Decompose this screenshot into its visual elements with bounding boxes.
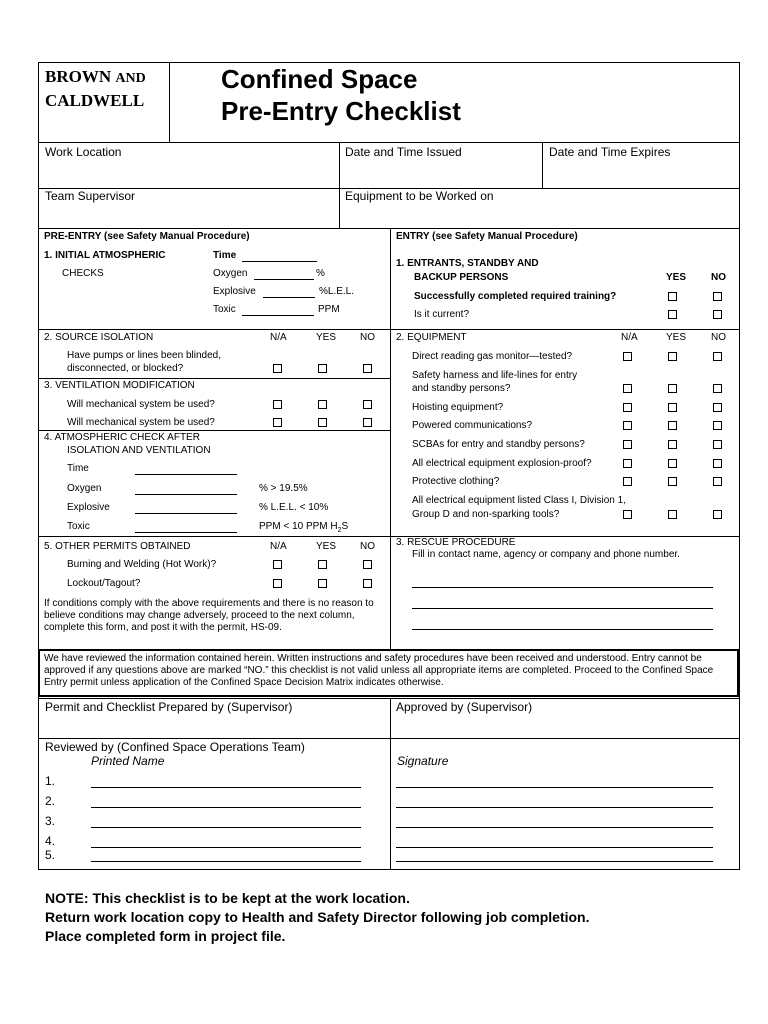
- eq-col-na: N/A: [621, 332, 638, 343]
- checkbox-eq8-yes[interactable]: [668, 510, 677, 519]
- s4-toxic-req-end: S: [341, 521, 349, 532]
- checkbox-s5q1-na[interactable]: [273, 560, 282, 569]
- entry-title: ENTRY (see Safety Manual Procedure): [396, 231, 578, 242]
- s5-col-no: NO: [360, 541, 375, 552]
- ventilation-title: 3. VENTILATION MODIFICATION: [44, 380, 195, 391]
- oxygen-label: Oxygen: [213, 268, 248, 279]
- rescue-line-2[interactable]: [412, 608, 713, 609]
- checkbox-eq8-no[interactable]: [713, 510, 722, 519]
- eq-question-7: Protective clothing?: [412, 476, 500, 487]
- col-no: NO: [360, 332, 375, 343]
- eq-col-no: NO: [711, 332, 726, 343]
- checkbox-eq2-na[interactable]: [623, 384, 632, 393]
- checkbox-s2-no[interactable]: [363, 364, 372, 373]
- checkbox-eq3-yes[interactable]: [668, 403, 677, 412]
- eq-question-8-line2: Group D and non-sparking tools?: [412, 509, 560, 520]
- checkbox-eq7-yes[interactable]: [668, 477, 677, 486]
- checks-label: CHECKS: [62, 268, 104, 279]
- eq-question-5: SCBAs for entry and standby persons?: [412, 439, 585, 450]
- s4-time-label: Time: [67, 463, 89, 474]
- work-location-label: Work Location: [45, 145, 122, 159]
- checkbox-eq8-na[interactable]: [623, 510, 632, 519]
- checkbox-s5q2-na[interactable]: [273, 579, 282, 588]
- rescue-description: Fill in contact name, agency or company and phone number.: [412, 549, 680, 560]
- form-title: [221, 63, 461, 127]
- s4-title-line1: 4. ATMOSPHERIC CHECK AFTER: [44, 432, 200, 443]
- s4-time-field[interactable]: [135, 474, 237, 475]
- footer-notes: [45, 889, 590, 946]
- checkbox-s5q1-no[interactable]: [363, 560, 372, 569]
- signature-label: Signature: [397, 754, 449, 768]
- eq-question-4: Powered communications?: [412, 420, 533, 431]
- checkbox-eq2-yes[interactable]: [668, 384, 677, 393]
- company-logo: [45, 66, 146, 112]
- other-permits-title: 5. OTHER PERMITS OBTAINED: [44, 541, 191, 552]
- checkbox-s5q2-no[interactable]: [363, 579, 372, 588]
- signature-line-2[interactable]: [396, 807, 713, 808]
- checkbox-eq6-na[interactable]: [623, 459, 632, 468]
- checkbox-s3q1-na[interactable]: [273, 400, 282, 409]
- checkbox-s3q2-yes[interactable]: [318, 418, 327, 427]
- rescue-line-1[interactable]: [412, 587, 713, 588]
- signature-line-3[interactable]: [396, 827, 713, 828]
- signature-line-4[interactable]: [396, 847, 713, 848]
- title-line-2: Pre-Entry Checklist: [221, 96, 461, 126]
- checkbox-eq4-yes[interactable]: [668, 421, 677, 430]
- col-na: N/A: [270, 332, 287, 343]
- approved-by-label: Approved by (Supervisor): [396, 700, 533, 714]
- note-line-2: Return work location copy to Health and Safety Director following job completion.: [45, 909, 590, 925]
- s4-toxic-field[interactable]: [135, 532, 237, 533]
- logo-and: AND: [115, 71, 146, 86]
- row-number-1: 1.: [45, 774, 56, 788]
- signature-line-1[interactable]: [396, 787, 713, 788]
- row-number-4: 4.: [45, 834, 56, 848]
- toxic-field[interactable]: [242, 315, 314, 316]
- s3-question-2: Will mechanical system be used?: [67, 417, 215, 428]
- checkbox-eq1-na[interactable]: [623, 352, 632, 361]
- row-number-3: 3.: [45, 814, 56, 828]
- checkbox-training-yes[interactable]: [668, 292, 677, 301]
- eq-question-6: All electrical equipment explosion-proof?: [412, 458, 592, 469]
- checkbox-eq5-yes[interactable]: [668, 440, 677, 449]
- toxic-unit: PPM: [318, 304, 340, 315]
- checkbox-eq4-na[interactable]: [623, 421, 632, 430]
- printed-name-line-4[interactable]: [91, 847, 361, 848]
- printed-name-label: Printed Name: [91, 754, 165, 768]
- rescue-title: 3. RESCUE PROCEDURE: [396, 537, 516, 548]
- s4-toxic-req: [259, 521, 348, 537]
- eq-question-3: Hoisting equipment?: [412, 402, 504, 413]
- explosive-field[interactable]: [263, 297, 315, 298]
- checkbox-current-no[interactable]: [713, 310, 722, 319]
- checkbox-s3q2-no[interactable]: [363, 418, 372, 427]
- printed-name-line-3[interactable]: [91, 827, 361, 828]
- checkbox-s3q1-no[interactable]: [363, 400, 372, 409]
- source-isolation-title: 2. SOURCE ISOLATION: [44, 332, 154, 343]
- current-question: Is it current?: [414, 309, 470, 320]
- eq-col-yes: YES: [666, 332, 687, 343]
- s4-oxygen-label: Oxygen: [67, 483, 102, 494]
- checkbox-eq7-no[interactable]: [713, 477, 722, 486]
- printed-name-line-1[interactable]: [91, 787, 361, 788]
- equipment-title: 2. EQUIPMENT: [396, 332, 467, 343]
- s4-explosive-req: % L.E.L. < 10%: [259, 502, 329, 513]
- col-yes: YES: [316, 332, 337, 343]
- checkbox-eq6-no[interactable]: [713, 459, 722, 468]
- toxic-label: Toxic: [213, 304, 236, 315]
- checkbox-eq5-no[interactable]: [713, 440, 722, 449]
- reviewed-by-label: Reviewed by (Confined Space Operations Team): [45, 740, 305, 754]
- s4-toxic-label: Toxic: [67, 521, 90, 532]
- review-statement: We have reviewed the information contained herein. Written instructions and safety procedures have been received and understood. Entry cannot be approved if any questions above are marked “NO.” this checklist is not valid unless all appropriate items are completed. Proceed to the Confined Space Entry permit unless application of the Confined Space Decision Matrix indicates otherwise.: [44, 653, 714, 688]
- checkbox-eq6-yes[interactable]: [668, 459, 677, 468]
- s4-toxic-req-sub: 2: [337, 527, 342, 534]
- date-expires-label: Date and Time Expires: [549, 145, 671, 159]
- title-line-1: Confined Space: [221, 64, 418, 94]
- oxygen-unit: %: [316, 268, 325, 279]
- initial-atmospheric-title: 1. INITIAL ATMOSPHERIC: [44, 250, 166, 261]
- checkbox-current-yes[interactable]: [668, 310, 677, 319]
- checkbox-eq3-no[interactable]: [713, 403, 722, 412]
- equipment-label: Equipment to be Worked on: [345, 189, 494, 203]
- checkbox-s3q2-na[interactable]: [273, 418, 282, 427]
- s2-question-line1: Have pumps or lines been blinded,: [67, 350, 221, 361]
- s5-col-yes: YES: [316, 541, 337, 552]
- note-line-3: Place completed form in project file.: [45, 928, 286, 944]
- logo-caldwell: CALDWELL: [45, 91, 145, 110]
- checkbox-eq2-no[interactable]: [713, 384, 722, 393]
- checkbox-eq1-yes[interactable]: [668, 352, 677, 361]
- printed-name-line-5[interactable]: [91, 861, 361, 862]
- entry-col-no: NO: [711, 272, 726, 283]
- explosive-unit: %L.E.L.: [319, 286, 355, 297]
- s5-col-na: N/A: [270, 541, 287, 552]
- s4-oxygen-field[interactable]: [135, 494, 237, 495]
- checkbox-s5q1-yes[interactable]: [318, 560, 327, 569]
- row-number-2: 2.: [45, 794, 56, 808]
- checkbox-eq7-na[interactable]: [623, 477, 632, 486]
- checkbox-eq5-na[interactable]: [623, 440, 632, 449]
- s3-question-1: Will mechanical system be used?: [67, 399, 215, 410]
- s5-question-2: Lockout/Tagout?: [67, 578, 141, 589]
- eq-question-2-line1: Safety harness and life-lines for entry: [412, 370, 578, 381]
- proceed-note: If conditions comply with the above requirements and there is no reason to believe conditions may change adversely, proceed to the next column, complete this form, and post it with the permit, HS-09.: [44, 598, 374, 633]
- eq-question-1: Direct reading gas monitor—tested?: [412, 351, 573, 362]
- signature-line-5[interactable]: [396, 861, 713, 862]
- checkbox-s2-yes[interactable]: [318, 364, 327, 373]
- date-issued-label: Date and Time Issued: [345, 145, 462, 159]
- team-supervisor-label: Team Supervisor: [45, 189, 136, 203]
- s2-question-line2: disconnected, or blocked?: [67, 363, 184, 374]
- checkbox-s2-na[interactable]: [273, 364, 282, 373]
- note-line-1: NOTE: This checklist is to be kept at the work location.: [45, 890, 410, 906]
- s4-title-line2: ISOLATION AND VENTILATION: [67, 445, 211, 456]
- entrants-title-line1: 1. ENTRANTS, STANDBY AND: [396, 258, 539, 269]
- pre-entry-title: PRE-ENTRY (see Safety Manual Procedure): [44, 231, 250, 242]
- checkbox-s3q1-yes[interactable]: [318, 400, 327, 409]
- checkbox-s5q2-yes[interactable]: [318, 579, 327, 588]
- s4-oxygen-req: % > 19.5%: [259, 483, 308, 494]
- s4-toxic-req-main: PPM < 10 PPM H: [259, 521, 338, 532]
- s4-explosive-field[interactable]: [135, 513, 237, 514]
- prepared-by-label: Permit and Checklist Prepared by (Supervisor): [45, 700, 293, 714]
- oxygen-field[interactable]: [254, 279, 314, 280]
- time-field[interactable]: [242, 261, 317, 262]
- training-question: Successfully completed required training?: [414, 291, 617, 302]
- eq-question-8-line1: All electrical equipment listed Class I, Division 1,: [412, 495, 626, 506]
- entry-col-yes: YES: [666, 272, 687, 283]
- explosive-label: Explosive: [213, 286, 256, 297]
- checkbox-eq4-no[interactable]: [713, 421, 722, 430]
- checkbox-training-no[interactable]: [713, 292, 722, 301]
- s5-question-1: Burning and Welding (Hot Work)?: [67, 559, 217, 570]
- logo-brown: BROWN: [45, 67, 112, 86]
- row-number-5: 5.: [45, 848, 56, 862]
- checkbox-eq3-na[interactable]: [623, 403, 632, 412]
- time-label: Time: [213, 250, 237, 261]
- eq-question-2-line2: and standby persons?: [412, 383, 511, 394]
- entrants-title-line2: BACKUP PERSONS: [414, 272, 509, 283]
- rescue-line-3[interactable]: [412, 629, 713, 630]
- checkbox-eq1-no[interactable]: [713, 352, 722, 361]
- s4-explosive-label: Explosive: [67, 502, 110, 513]
- printed-name-line-2[interactable]: [91, 807, 361, 808]
